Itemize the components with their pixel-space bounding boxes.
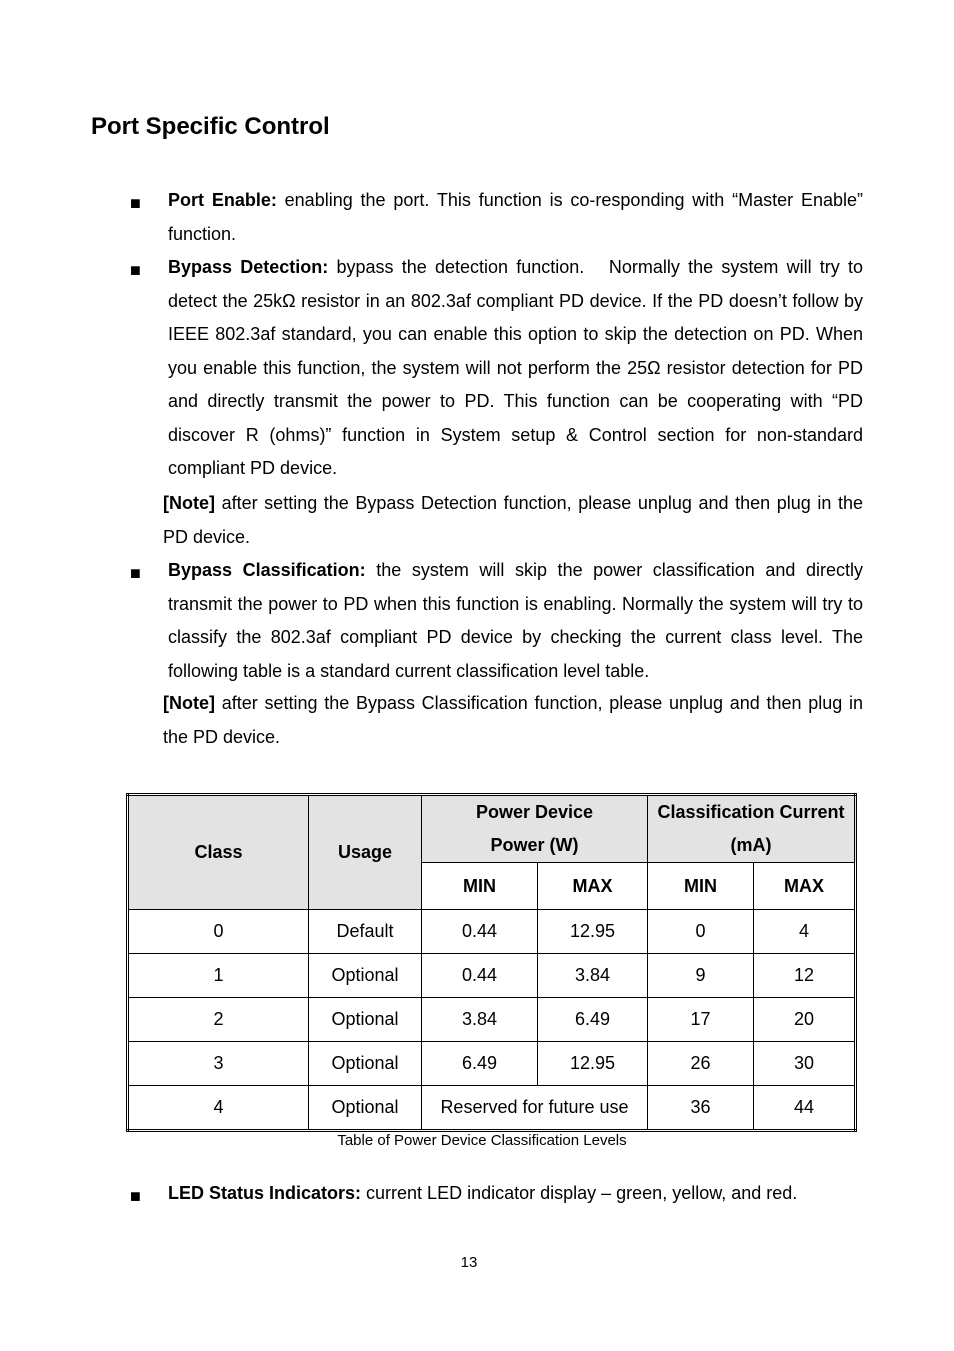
header-current-line2: (mA) bbox=[730, 835, 772, 855]
cell-power-min: 0.44 bbox=[422, 954, 538, 998]
item-text: current LED indicator display – green, yellow, and red. bbox=[361, 1183, 798, 1203]
cell-usage: Optional bbox=[309, 954, 422, 998]
header-current-min: MIN bbox=[648, 863, 754, 910]
header-power-line2: Power (W) bbox=[490, 835, 579, 855]
cell-power-max: 3.84 bbox=[538, 954, 648, 998]
cell-current-min: 17 bbox=[648, 998, 754, 1042]
cell-current-max: 30 bbox=[754, 1042, 856, 1086]
cell-usage: Default bbox=[309, 910, 422, 954]
cell-power-min: 0.44 bbox=[422, 910, 538, 954]
cell-power-min: 3.84 bbox=[422, 998, 538, 1042]
cell-reserved: Reserved for future use bbox=[422, 1086, 648, 1131]
page-number: 13 bbox=[460, 1254, 478, 1271]
header-power-line1: Power Device bbox=[475, 802, 594, 822]
table-row bbox=[128, 1086, 856, 1131]
table-caption: Table of Power Device Classification Levels bbox=[337, 1132, 627, 1149]
port-enable-item bbox=[168, 184, 863, 251]
led-status-item bbox=[168, 1177, 868, 1211]
note-label: [Note] bbox=[163, 693, 215, 713]
note-bypass-classification bbox=[163, 687, 863, 754]
cell-current-max: 20 bbox=[754, 998, 856, 1042]
item-label: Bypass Classification: bbox=[168, 560, 366, 580]
bypass-detection-item bbox=[168, 251, 863, 486]
cell-class: 3 bbox=[128, 1042, 309, 1086]
item-text: enabling the port. This function is co-responding with “Master Enable” function. bbox=[168, 190, 864, 244]
header-current-line1: Classification Current bbox=[657, 802, 845, 822]
cell-current-max: 12 bbox=[754, 954, 856, 998]
header-usage: Usage bbox=[309, 795, 422, 910]
bullet-icon: ■ bbox=[130, 563, 141, 583]
header-power-min: MIN bbox=[422, 863, 538, 910]
cell-power-max: 6.49 bbox=[538, 998, 648, 1042]
table-row bbox=[128, 1042, 856, 1086]
cell-usage: Optional bbox=[309, 1042, 422, 1086]
bullet-icon: ■ bbox=[130, 193, 141, 213]
header-current bbox=[648, 795, 856, 863]
note-text: after setting the Bypass Detection function, please unplug and then plug in the PD device. bbox=[163, 493, 863, 547]
cell-current-min: 9 bbox=[648, 954, 754, 998]
table-row bbox=[128, 910, 856, 954]
cell-class: 2 bbox=[128, 998, 309, 1042]
cell-power-min: 6.49 bbox=[422, 1042, 538, 1086]
cell-current-max: 44 bbox=[754, 1086, 856, 1131]
table-row bbox=[128, 998, 856, 1042]
note-label: [Note] bbox=[163, 493, 215, 513]
item-label: LED Status Indicators: bbox=[168, 1183, 362, 1203]
note-text: after setting the Bypass Classification function, please unplug and then plug in the PD device. bbox=[163, 693, 863, 747]
header-power-max: MAX bbox=[538, 863, 648, 910]
bullet-icon: ■ bbox=[130, 260, 141, 280]
item-label: Bypass Detection: bbox=[168, 257, 329, 277]
note-bypass-detection bbox=[163, 487, 863, 554]
cell-power-max: 12.95 bbox=[538, 910, 648, 954]
cell-current-min: 36 bbox=[648, 1086, 754, 1131]
item-text: the system will skip the power classification and directly transmit the power to PD when this function is enabling. Normally the system will try to classify the 802.3af compliant PD device by checking the current class level. The following table is a standard current classification level table. bbox=[168, 560, 863, 681]
bullet-icon: ■ bbox=[130, 1186, 141, 1206]
classification-table bbox=[126, 793, 857, 1132]
cell-class: 0 bbox=[128, 910, 309, 954]
cell-current-max: 4 bbox=[754, 910, 856, 954]
header-power bbox=[422, 795, 648, 863]
header-current-max: MAX bbox=[754, 863, 856, 910]
header-class: Class bbox=[128, 795, 309, 910]
item-text: bypass the detection function. Normally the system will try to detect the 25kΩ resistor in an 802.3af compliant PD device. If the PD doesn’t follow by IEEE 802.3af standard, you can enable this option to skip the detection on PD. When you enable this function, the system will not perform the 25Ω resistor detection for PD and directly transmit the power to PD. This function can be cooperating with “PD discover R (ohms)” function in System setup & Control section for non-standard compliant PD device. bbox=[168, 257, 863, 478]
cell-usage: Optional bbox=[309, 1086, 422, 1131]
cell-usage: Optional bbox=[309, 998, 422, 1042]
table-row bbox=[128, 954, 856, 998]
bypass-classification-item bbox=[168, 554, 863, 688]
cell-power-max: 12.95 bbox=[538, 1042, 648, 1086]
cell-class: 4 bbox=[128, 1086, 309, 1131]
cell-class: 1 bbox=[128, 954, 309, 998]
page-heading: Port Specific Control bbox=[91, 113, 330, 140]
cell-current-min: 26 bbox=[648, 1042, 754, 1086]
cell-current-min: 0 bbox=[648, 910, 754, 954]
item-label: Port Enable: bbox=[168, 190, 277, 210]
